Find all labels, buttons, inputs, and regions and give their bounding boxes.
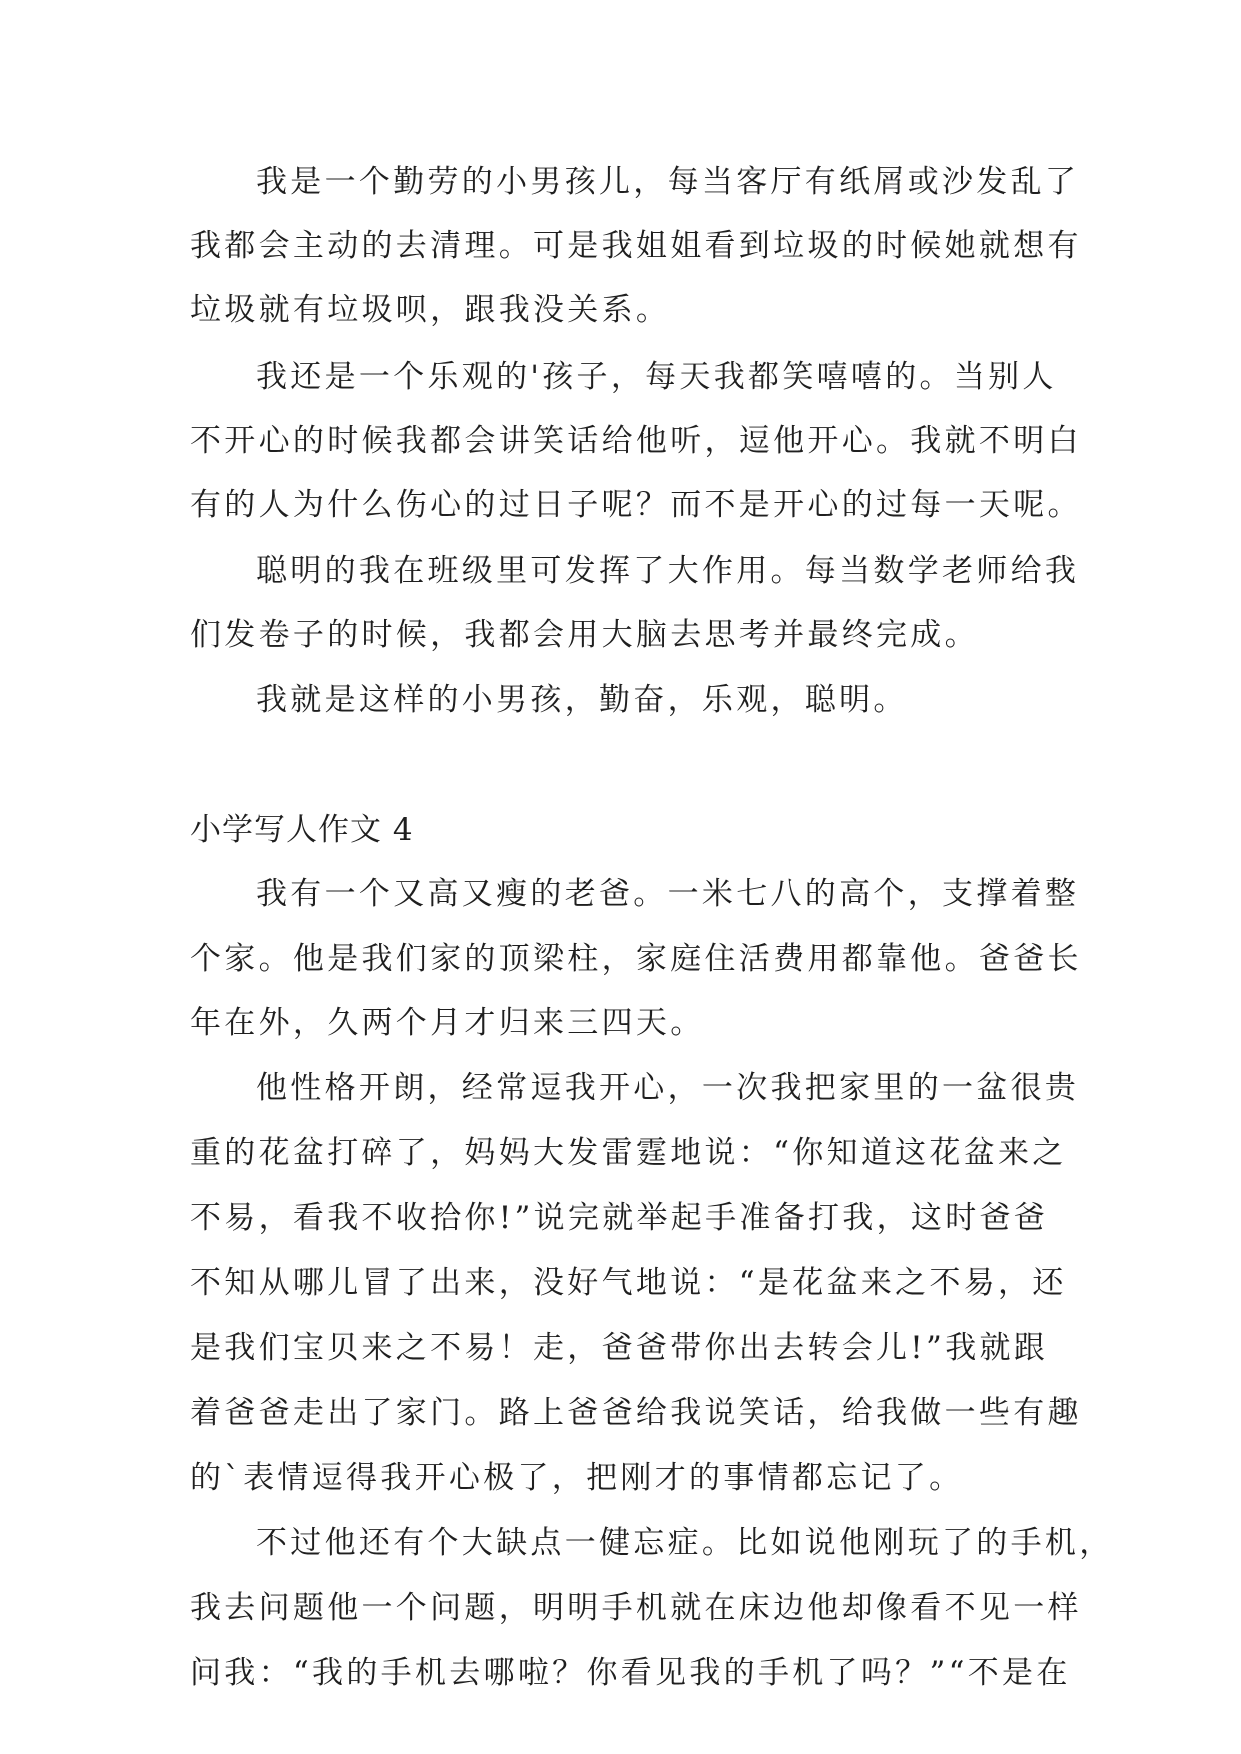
paragraph-line: 年在外，久两个月才归来三四天。 bbox=[190, 1005, 705, 1041]
paragraph-line: 着爸爸走出了家门。路上爸爸给我说笑话，给我做一些有趣 bbox=[190, 1395, 1082, 1431]
paragraph-line: 我还是一个乐观的'孩子，每天我都笑嘻嘻的。当别人 bbox=[256, 359, 1057, 395]
paragraph-line: 不知从哪儿冒了出来，没好气地说：“是花盆来之不易，还 bbox=[190, 1265, 1067, 1301]
paragraph-line: 垃圾就有垃圾呗，跟我没关系。 bbox=[190, 292, 671, 328]
paragraph-line: 问我：“我的手机去哪啦？你看见我的手机了吗？”“不是在 bbox=[190, 1655, 1071, 1691]
paragraph-line: 我去问题他一个问题，明明手机就在床边他却像看不见一样 bbox=[190, 1590, 1082, 1626]
paragraph-line: 不易，看我不收拾你!”说完就举起手准备打我，这时爸爸 bbox=[190, 1200, 1049, 1236]
paragraph-line: 他性格开朗，经常逗我开心，一次我把家里的一盆很贵 bbox=[256, 1070, 1080, 1106]
paragraph-line: 不开心的时候我都会讲笑话给他听，逗他开心。我就不明白 bbox=[190, 423, 1082, 459]
section-heading: 小学写人作文 4 bbox=[190, 812, 414, 848]
paragraph-line: 重的花盆打碎了，妈妈大发雷霆地说：“你知道这花盆来之 bbox=[190, 1135, 1067, 1171]
paragraph-line: 有的人为什么伤心的过日子呢？而不是开心的过每一天呢。 bbox=[190, 487, 1082, 523]
paragraph-line: 聪明的我在班级里可发挥了大作用。每当数学老师给我 bbox=[256, 553, 1080, 589]
paragraph-line: 们发卷子的时候，我都会用大脑去思考并最终完成。 bbox=[190, 617, 979, 653]
paragraph-line: 是我们宝贝来之不易！走，爸爸带你出去转会儿!”我就跟 bbox=[190, 1330, 1049, 1366]
paragraph-line: 我都会主动的去清理。可是我姐姐看到垃圾的时候她就想有 bbox=[190, 228, 1082, 264]
paragraph-line: 不过他还有个大缺点一健忘症。比如说他刚玩了的手机， bbox=[256, 1525, 1114, 1561]
paragraph-line: 个家。他是我们家的顶梁柱，家庭住活费用都靠他。爸爸长 bbox=[190, 941, 1082, 977]
paragraph-line: 我是一个勤劳的小男孩儿，每当客厅有纸屑或沙发乱了 bbox=[256, 164, 1080, 200]
paragraph-line: 我有一个又高又瘦的老爸。一米七八的高个，支撑着整 bbox=[256, 876, 1080, 912]
paragraph-line: 我就是这样的小男孩，勤奋，乐观，聪明。 bbox=[256, 682, 908, 718]
paragraph-line: 的`表情逗得我开心极了，把刚才的事情都忘记了。 bbox=[190, 1460, 964, 1496]
